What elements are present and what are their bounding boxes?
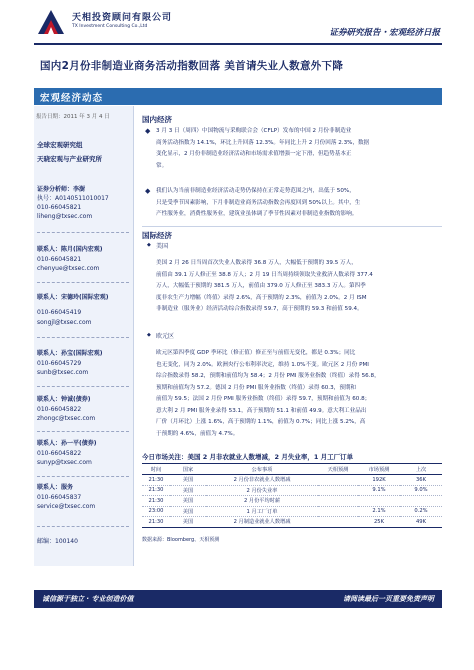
table-cell: 192K: [358, 475, 400, 486]
page-title: 国内2月份非制造业商务活动指数回落 美首请失业人数意外下降: [40, 60, 344, 72]
column-header: 国家: [170, 464, 206, 475]
institute-name: 全球宏观研究组: [37, 141, 83, 149]
table-cell: 美国: [170, 506, 206, 517]
paragraph-line: 前值由 39.1 万人修正至 38.8 万人；2 月 19 日当周持续领取失业救济人数录得 377.4: [156, 271, 373, 278]
table-cell: 25K: [358, 517, 400, 528]
table-cell: [400, 496, 442, 507]
contact-divider: [37, 431, 129, 432]
table-cell: 9.1%: [358, 485, 400, 496]
paragraph-line: 常。: [156, 162, 168, 169]
paragraph-line: 产性服务业，消费性服务业，建筑业虽体调了季节性因素对非制造业指数的影响。: [156, 211, 358, 217]
contact-name: 联系人：钟诚(债券): [37, 396, 91, 403]
table-cell: 美国: [170, 496, 206, 507]
contact-name: 联系人：孙宝(国际宏观): [37, 350, 103, 357]
paragraph-line: 度非农生产力增幅（终值）录得 2.6%，高于预期的 2.3%，前值为 2.0%。2 月 ISM: [156, 294, 367, 301]
table-cell: 美国: [170, 485, 206, 496]
table-cell: 21:30: [142, 496, 170, 507]
paragraph-line: 综合指数录得 58.2，预期和前值均为 58.4；2 月份 PMI 服务业指数（终值）录得 56.8，: [156, 373, 380, 379]
contact-phone: 010-66045822: [37, 406, 82, 413]
table-cell: 21:30: [142, 517, 170, 528]
bullet-icon: ◆: [145, 187, 151, 195]
paragraph-line: 厂价（月环比）上涨 1.6%，高于预期的 1.1%，前值为 0.7%；同比上涨 5.2%，高: [156, 419, 366, 425]
table-cell: 2 月份非农就业人数增减: [206, 475, 318, 486]
contact-divider: [37, 232, 129, 233]
contact-email[interactable]: service@txsec.com: [37, 503, 96, 510]
column-header: 市场预测: [358, 464, 400, 475]
calendar-title: 今日市场关注：美国 2 月非农就业人数增减，2 月失业率，1 月工厂订单: [142, 453, 354, 461]
paragraph-line: 意大利 2 月 PMI 服务业录得 53.1，高于预期的 51.1 和前值 49.9。意大利工业品出: [156, 407, 367, 414]
postcode: 邮编：100140: [37, 538, 78, 545]
paragraph-line: 前值为 59.5；法国 2 月份 PMI 服务业指数（终值）录得 59.7，预期和前值为 60.8；: [156, 396, 371, 402]
paragraph-line: 也无变化，同为 2.0%。欧洲央行公布利率决定，维持 1.0%不变。欧元区 2 月份 PMI: [156, 361, 369, 368]
table-cell: [318, 496, 358, 507]
company-name-en: TX Investment Consulting Co.,Ltd: [72, 24, 148, 29]
table-cell: 23:00: [142, 506, 170, 517]
bullet-icon: ◆: [147, 242, 151, 248]
table-cell: [358, 496, 400, 507]
banner-label: 宏观经济动态: [40, 93, 104, 104]
section-banner: [34, 88, 442, 105]
table-cell: 36K: [400, 475, 442, 486]
company-logo: [36, 8, 66, 36]
paragraph-line: 美国 2 月 26 日当周首次失业人数录得 36.8 万人，大幅低于预期的 39.5 万人，: [156, 260, 357, 266]
analyst-email[interactable]: liheng@txsec.com: [37, 213, 93, 220]
header-divider: [34, 43, 442, 45]
paragraph-line: 只是受季节因素影响，下月非制造业商务活动指数会再度回到 50%以上。其中，生: [156, 199, 361, 206]
contact-phone: 010-66045822: [37, 450, 82, 457]
footer-slogan: 诚信源于独立 · 专业创造价值: [42, 595, 134, 603]
contact-email[interactable]: chenyue@txsec.com: [37, 265, 100, 272]
contact-name: 联系人：孙一平(债券): [37, 440, 97, 447]
table-source: 数据来源：Bloomberg、天相预测: [142, 537, 220, 543]
table-cell: 0.2%: [400, 506, 442, 517]
team-name: 天晓宏观与产业研究所: [37, 155, 102, 163]
paragraph-line: 3 月 3 日（周四）中国物流与采购联合会（CFLP）发布的中国 2 月份非制造业: [156, 128, 352, 134]
bullet-icon: ◆: [147, 332, 151, 338]
table-row: [142, 496, 442, 507]
table-cell: 2 月份平均时薪: [206, 496, 318, 507]
contact-phone: 010-66045729: [37, 360, 82, 367]
table-row: [142, 485, 442, 496]
table-cell: 美国: [170, 517, 206, 528]
table-cell: 1 月工厂订单: [206, 506, 318, 517]
table-cell: 2 月制造业就业人数增减: [206, 517, 318, 528]
contact-divider: [37, 386, 129, 387]
contact-email[interactable]: sunb@txsec.com: [37, 369, 89, 376]
sidebar: [34, 106, 134, 566]
column-header: 上次: [400, 464, 442, 475]
contact-divider: [37, 526, 129, 527]
footer-bar: [34, 590, 442, 608]
table-cell: 美国: [170, 475, 206, 486]
international-section-title: 国际经济: [142, 231, 172, 240]
table-row: [142, 506, 442, 517]
table-row: [142, 517, 442, 528]
contact-name: 联系人：宋德玲(国际宏观): [37, 294, 109, 301]
report-type: 证券研究报告・宏观经济日报: [329, 28, 440, 38]
paragraph-line: 万人，大幅低于预期的 381.5 万人，前值由 379.0 万人修正至 383.3 万人。第四季: [156, 283, 366, 289]
contact-email[interactable]: zhongc@txsec.com: [37, 415, 96, 422]
paragraph-line: 于预期的 4.6%，前值为 4.7%。: [156, 430, 239, 437]
table-cell: 21:30: [142, 485, 170, 496]
analyst-name: 证券分析师：李澍: [37, 186, 86, 193]
table-cell: [318, 485, 358, 496]
table-row: [142, 475, 442, 486]
contact-phone: 010-66045837: [37, 494, 82, 501]
table-cell: [318, 517, 358, 528]
footer-disclaimer[interactable]: 请阅读最后一页重要免责声明: [343, 595, 434, 603]
table-cell: 2 月份失业率: [206, 485, 318, 496]
analyst-phone: 010-66045821: [37, 204, 82, 211]
us-subsection-title: 美国: [156, 243, 169, 250]
section-divider: [142, 226, 442, 227]
bullet-icon: ◆: [145, 127, 151, 135]
contact-email[interactable]: sunyp@txsec.com: [37, 459, 92, 466]
table-cell: [318, 506, 358, 517]
contact-name: 联系人：陈月(国内宏观): [37, 246, 103, 253]
table-cell: 21:30: [142, 475, 170, 486]
paragraph-line: 变化显示，2 月份非制造业经济活动和市场需求值增强一定下滑，但趋势基本正: [156, 151, 352, 157]
contact-divider: [37, 476, 129, 477]
calendar-table: [142, 463, 442, 528]
domestic-section-title: 国内经济: [142, 115, 172, 124]
paragraph-line: 我们认为当前非制造业经济活动走势仍保持在正常走势范围之内，出低于 50%，: [156, 188, 355, 194]
paragraph-line: 欧元区第四季度 GDP 季环比（修正值）修正至与前值无变化，都是 0.3%；同比: [156, 350, 356, 356]
analyst-cert: 执号：A0140511010017: [37, 195, 109, 202]
table-cell: 9.0%: [400, 485, 442, 496]
paragraph-line: 预期和前值均为 57.2。德国 2 月份 PMI 服务业指数（终值）录得 60.3，预期和: [156, 384, 357, 391]
report-date: 报告日期：2011 年 3 月 4 日: [36, 114, 110, 120]
paragraph-line: 商务活动指数为 14.1%，环比上升回落 12.3%。年同比上升 2 月份回落 2.3%，数据: [156, 139, 370, 146]
contact-name: 联系人：服务: [37, 484, 74, 491]
contact-phone: 010-66045419: [37, 309, 82, 316]
table-cell: 2.1%: [358, 506, 400, 517]
contact-phone: 010-66045821: [37, 256, 82, 263]
contact-email[interactable]: songjl@txsec.com: [37, 319, 92, 326]
contact-divider: [37, 337, 129, 338]
paragraph-line: 非制造业（服务业）经济活动综合指数录得 59.7，高于预期的 59.3 和前值 59.4。: [156, 306, 363, 312]
column-header: 时间: [142, 464, 170, 475]
company-name: 天相投资顾问有限公司: [72, 13, 173, 23]
eu-subsection-title: 欧元区: [156, 333, 175, 340]
column-header: 天相预测: [318, 464, 358, 475]
contact-divider: [37, 282, 129, 283]
table-header-row: [142, 464, 442, 475]
table-cell: [318, 475, 358, 486]
table-cell: 49K: [400, 517, 442, 528]
column-header: 公布事项: [206, 464, 318, 475]
